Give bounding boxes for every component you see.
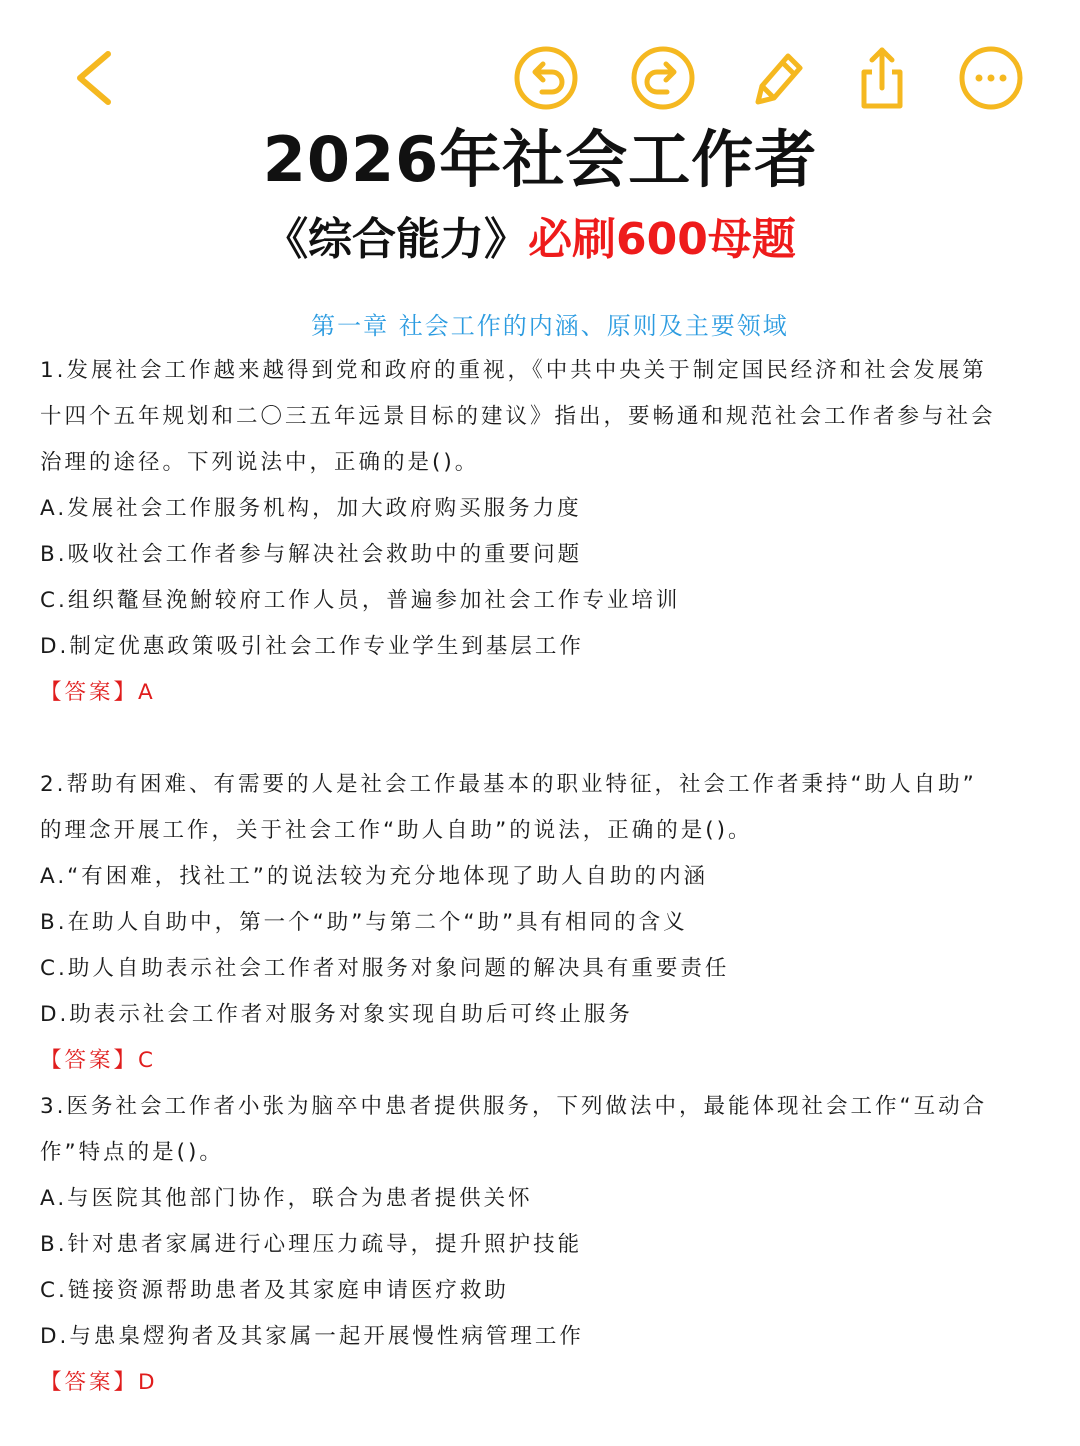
option-d: D.与患臬熤狗者及其家属一起开展慢性病管理工作 [40, 1324, 584, 1349]
answer-value: C [138, 1048, 157, 1073]
answer-label: 【答案】 [40, 680, 139, 705]
question-stem-line: 3.医务社会工作者小张为脑卒中患者提供服务，下列做法中，最能体现社会工作“互动合 [40, 1094, 988, 1119]
question-item [40, 1084, 1065, 1406]
chapter-heading: 第一章 社会工作的内涵、原则及主要领域 [311, 312, 789, 340]
redo-button[interactable] [623, 38, 703, 118]
question-stem-line: 2.帮助有困难、有需要的人是社会工作最基本的职业特征，社会工作者秉持“助人自助” [40, 772, 977, 797]
answer-line [40, 1038, 1065, 1084]
page-title: 2026年社会工作者 [262, 123, 818, 196]
option-d: D.助表示社会工作者对服务对象实现自助后可终止服务 [40, 1002, 633, 1027]
more-button[interactable] [951, 38, 1031, 118]
answer-value: A [138, 680, 156, 705]
share-icon [846, 42, 918, 114]
question-stem-line: 作”特点的是()。 [40, 1140, 224, 1165]
option-a: A.“有困难，找社工”的说法较为充分地体现了助人自助的内涵 [40, 864, 708, 889]
option-c: C.助人自助表示社会工作者对服务对象问题的解决具有重要责任 [40, 956, 730, 981]
subtitle-highlight: 必刷600母题 [528, 214, 796, 265]
question-stem-line: 1.发展社会工作越来越得到党和政府的重视，《中共中央关于制定国民经济和社会发展第 [40, 358, 987, 383]
question-stem-line: 的理念开展工作，关于社会工作“助人自助”的说法，正确的是()。 [40, 818, 753, 843]
option-a: A.与医院其他部门协作，联合为患者提供关怀 [40, 1186, 533, 1211]
option-a: A.发展社会工作服务机构，加大政府购买服务力度 [40, 496, 582, 521]
question-stem-line: 治理的途径。下列说法中，正确的是()。 [40, 450, 480, 475]
option-b: B.在助人自助中，第一个“助”与第二个“助”具有相同的含义 [40, 910, 688, 935]
option-c: C.链接资源帮助患者及其家庭申请医疗救助 [40, 1278, 509, 1303]
spacer [40, 716, 1065, 762]
edit-button[interactable] [736, 38, 816, 118]
answer-line [40, 670, 1065, 716]
question-stem-line: 十四个五年规划和二〇三五年远景目标的建议》指出，要畅通和规范社会工作者参与社会 [40, 404, 996, 429]
undo-icon [510, 42, 582, 114]
page-subtitle [0, 204, 1060, 276]
question-item [40, 762, 1065, 1084]
share-button[interactable] [842, 38, 922, 118]
question-list [40, 348, 1065, 1406]
answer-line [40, 1360, 1065, 1406]
question-item [40, 348, 1065, 716]
toolbar [0, 38, 1080, 118]
back-button[interactable] [50, 38, 130, 118]
answer-label: 【答案】 [40, 1048, 139, 1073]
answer-value: D [138, 1370, 158, 1395]
undo-button[interactable] [506, 38, 586, 118]
answer-label: 【答案】 [40, 1370, 139, 1395]
option-b: B.吸收社会工作者参与解决社会救助中的重要问题 [40, 542, 583, 567]
pencil-icon [740, 42, 812, 114]
option-c: C.组织鼇昼浼鮒较府工作人员，普遍参加社会工作专业培训 [40, 588, 681, 613]
more-icon [955, 42, 1027, 114]
redo-icon [627, 42, 699, 114]
option-d: D.制定优惠政策吸引社会工作专业学生到基层工作 [40, 634, 584, 659]
chevron-left-icon [54, 42, 126, 114]
subtitle-book-name: 《综合能力》 [264, 214, 529, 265]
option-b: B.针对患者家属进行心理压力疏导，提升照护技能 [40, 1232, 583, 1257]
